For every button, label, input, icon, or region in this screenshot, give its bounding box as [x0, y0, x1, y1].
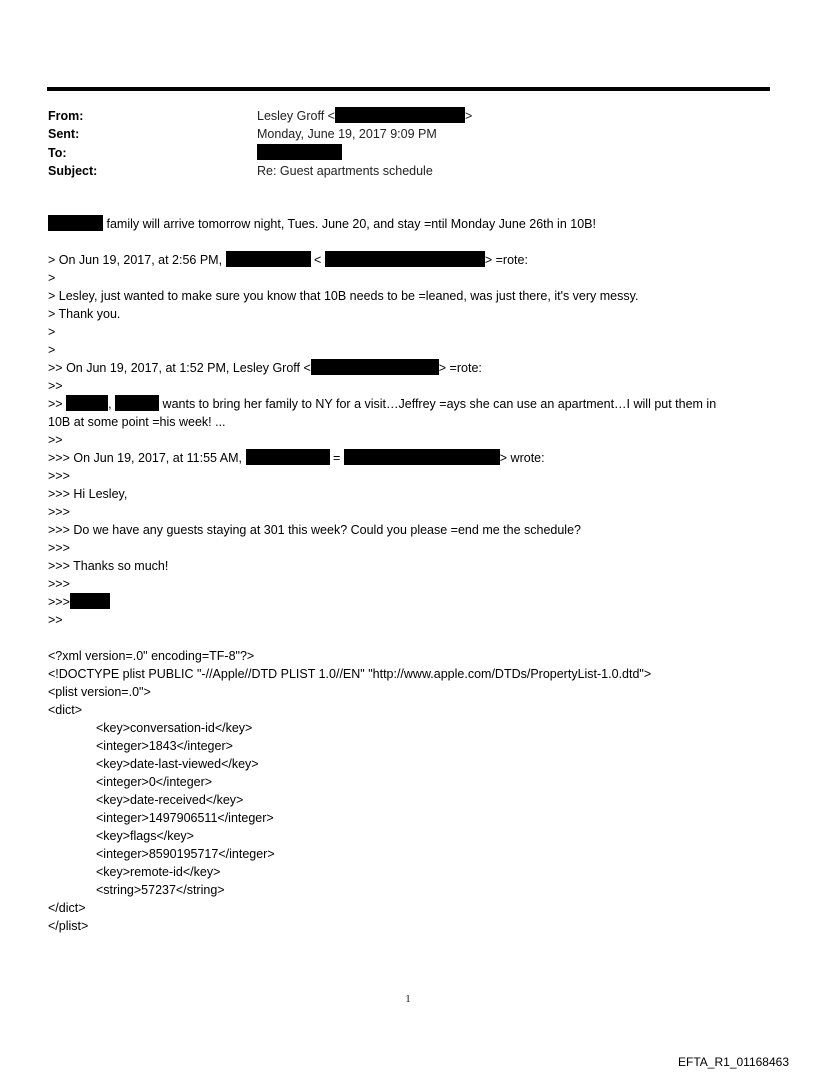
body-text: > =rote:: [484, 253, 528, 267]
body-text: ,: [108, 397, 112, 411]
body-text: > On Jun 19, 2017, at 2:56 PM,: [48, 253, 223, 267]
redaction-box: [226, 251, 311, 267]
body-text: > wrote:: [499, 451, 545, 465]
redaction-box: [66, 395, 108, 411]
body-line: >>>: [48, 505, 70, 519]
quote-header-line: [48, 449, 545, 467]
plist-line: <string>57237</string>: [96, 883, 225, 897]
body-line: [48, 215, 596, 233]
body-line: > Lesley, just wanted to make sure you know that 10B needs to be =leaned, was just there, it's very messy.: [48, 289, 639, 303]
redaction-box: [70, 593, 110, 609]
body-line: >>> Hi Lesley,: [48, 487, 128, 501]
header-rule: [47, 87, 770, 91]
body-text: wants to bring her family to NY for a visit…Jeffrey =ays she can use an apartment…I will put them in: [162, 397, 717, 411]
plist-line: <?xml version=.0" encoding=TF-8"?>: [48, 649, 255, 663]
body-line: >>> Thanks so much!: [48, 559, 169, 573]
plist-line: <key>date-received</key>: [96, 793, 244, 807]
body-line: >>: [48, 433, 63, 447]
page-number: 1: [405, 994, 411, 1005]
body-text: >>: [48, 397, 63, 411]
plist-line: </plist>: [48, 919, 89, 933]
subject-label: Subject:: [48, 164, 98, 178]
plist-line: <key>conversation-id</key>: [96, 721, 253, 735]
plist-line: <key>remote-id</key>: [96, 865, 221, 879]
plist-line: <key>flags</key>: [96, 829, 194, 843]
from-label: From:: [48, 109, 84, 123]
redaction-box: [335, 107, 465, 123]
plist-line: <integer>1497906511</integer>: [96, 811, 274, 825]
body-text: <: [314, 253, 322, 267]
sent-label: Sent:: [48, 127, 80, 141]
body-line: >>: [48, 613, 63, 627]
redaction-box: [325, 251, 485, 267]
redaction-box: [246, 449, 330, 465]
plist-line: <dict>: [48, 703, 83, 717]
plist-line: <integer>8590195717</integer>: [96, 847, 275, 861]
body-text: > =rote:: [438, 361, 482, 375]
from-close: >: [464, 109, 473, 123]
body-line: >>: [48, 379, 63, 393]
plist-line: <key>date-last-viewed</key>: [96, 757, 259, 771]
bates-number: EFTA_R1_01168463: [678, 1055, 789, 1069]
redaction-box: [257, 144, 342, 160]
to-value: [257, 144, 342, 162]
sent-value: Monday, June 19, 2017 9:09 PM: [257, 127, 437, 141]
body-line: > Thank you.: [48, 307, 121, 321]
body-line: >: [48, 325, 56, 339]
body-line: >: [48, 343, 56, 357]
plist-line: <integer>1843</integer>: [96, 739, 233, 753]
body-line: >>>: [48, 469, 70, 483]
body-line: >>>: [48, 577, 70, 591]
to-label: To:: [48, 146, 67, 160]
plist-line: <plist version=.0">: [48, 685, 151, 699]
from-name: Lesley Groff <: [257, 109, 335, 123]
body-text: >>>: [48, 595, 70, 609]
redaction-box: [344, 449, 500, 465]
body-line: [48, 593, 110, 611]
subject-value: Re: Guest apartments schedule: [257, 164, 433, 178]
quote-header-line: [48, 251, 528, 269]
body-text: >> On Jun 19, 2017, at 1:52 PM, Lesley Groff <: [48, 361, 311, 375]
body-line: 10B at some point =his week! ...: [48, 415, 226, 429]
quote-header-line: [48, 359, 482, 377]
redaction-box: [115, 395, 159, 411]
redaction-box: [48, 215, 103, 231]
plist-line: </dict>: [48, 901, 86, 915]
body-line: >>> Do we have any guests staying at 301 this week? Could you please =end me the schedule?: [48, 523, 581, 537]
plist-line: <integer>0</integer>: [96, 775, 213, 789]
from-value: [257, 107, 472, 125]
body-line: >>>: [48, 541, 70, 555]
body-text: >>> On Jun 19, 2017, at 11:55 AM,: [48, 451, 243, 465]
plist-line: <!DOCTYPE plist PUBLIC "-//Apple//DTD PLIST 1.0//EN" "http://www.apple.com/DTDs/PropertyList-1.0.dtd">: [48, 667, 652, 681]
body-line: [48, 395, 716, 413]
body-text: family will arrive tomorrow night, Tues. June 20, and stay =ntil Monday June 26th in 10B!: [106, 217, 596, 231]
body-line: >: [48, 271, 56, 285]
redaction-box: [311, 359, 439, 375]
body-text: =: [332, 451, 341, 465]
